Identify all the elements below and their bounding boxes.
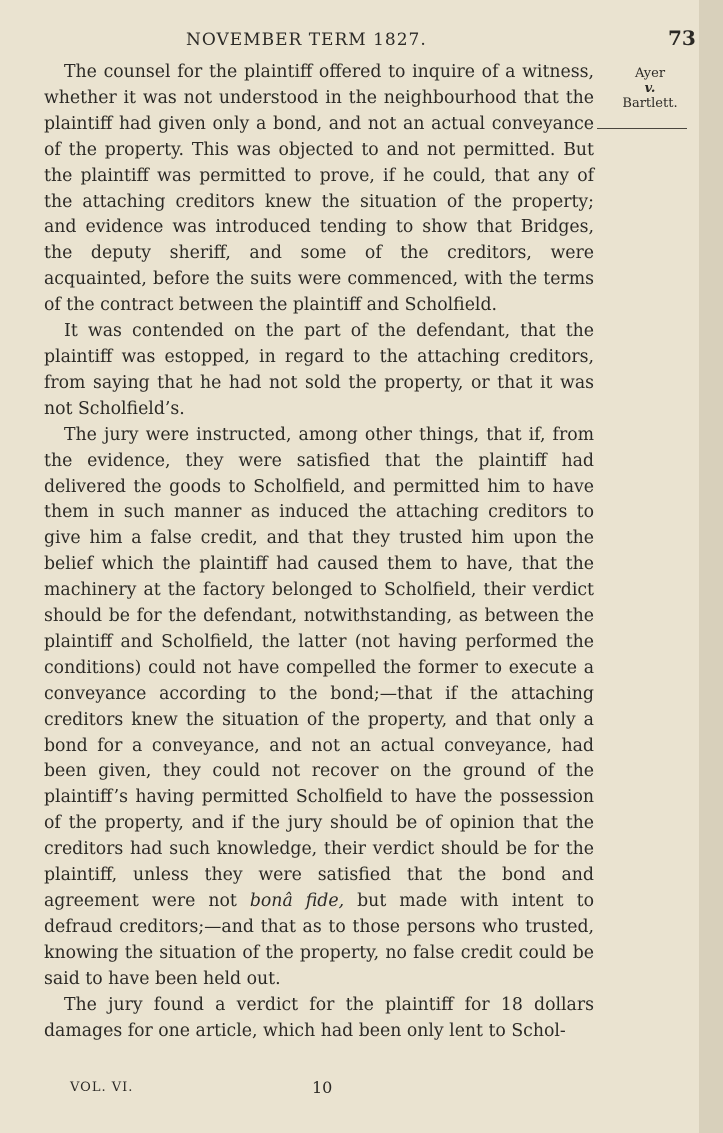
paragraph-text: The jury were instructed, among other things, that if, from the evidence, they were satisfied that the plaintiff had delivered the goods to Scholfield, and permitted him to have them in such manner as induced the attaching creditors to give him a false credit, and that they trusted him upon the belief which the plaintiff had caused them to have, that the machinery at the factory belonged to Scholfield, their verdict should be for the defendant, notwithstanding, as between the plaintiff and Scholfield, the latter (not having performed the conditions) could not have compelled the former to execute a conveyance according to the bond;—that if the attaching creditors knew the situation of the property, and that only a bond for a conveyance, and not an actual conveyance, had been given, they could not recover on the ground of the plaintiff’s having permitted Scholfield to have the possession of the property, and if the jury should be of opinion that the creditors had such knowledge, their verdict should be for the plaintiff, unless they were satisfied that the bond and agreement were not (44, 424, 594, 911)
italic-phrase: bonâ fide, (249, 891, 345, 911)
paragraph-verdict (44, 993, 594, 1045)
paragraph-text: It was contended on the part of the defendant, that the plaintiff was estopped, in regard to the attaching creditors, from saying that he had not sold the property, or that it was not Scholfield’s. (44, 321, 594, 419)
margin-case-note (610, 66, 690, 111)
body-text (44, 60, 594, 1044)
running-head: NOVEMBER TERM 1827. (186, 30, 427, 50)
paragraph-jury-instructions (44, 423, 594, 993)
paragraph-counsel-inquiry (44, 60, 594, 319)
page-edge-shadow (699, 0, 723, 1133)
margin-plaintiff: Ayer (634, 66, 666, 81)
sheet-number: 10 (312, 1078, 333, 1097)
page-footer (70, 1078, 370, 1102)
paragraph-text: The counsel for the plaintiff offered to inquire of a witness, whether it was not understood in the neighbourhood that the plaintiff had given only a bond, and not an actual conveyance of the property. This was objected to and not permitted. But the plaintiff was permitted to prove, if he could, that any of the attaching creditors knew the situation of the property; and evidence was introduced tending to show that Bridges, the deputy sheriff, and some of the creditors, were acquainted, before the suits were commenced, with the terms of the contract between the plaintiff and Scholfield. (44, 62, 594, 316)
margin-rule (597, 128, 687, 129)
volume-signature: VOL. VI. (70, 1080, 134, 1095)
margin-defendant: Bartlett. (622, 96, 678, 111)
paragraph-defendant-contention (44, 319, 594, 423)
paragraph-text-continued: but made with intent to defraud creditors;—and that as to those persons who trusted, knowing the situation of the property, no false credit could be said to have been held out. (44, 891, 595, 989)
margin-versus: v. (644, 81, 656, 96)
page-number: 73 (668, 26, 696, 50)
paragraph-text: The jury found a verdict for the plaintiff for 18 dollars damages for one article, which had been only lent to Schol- (44, 994, 594, 1041)
